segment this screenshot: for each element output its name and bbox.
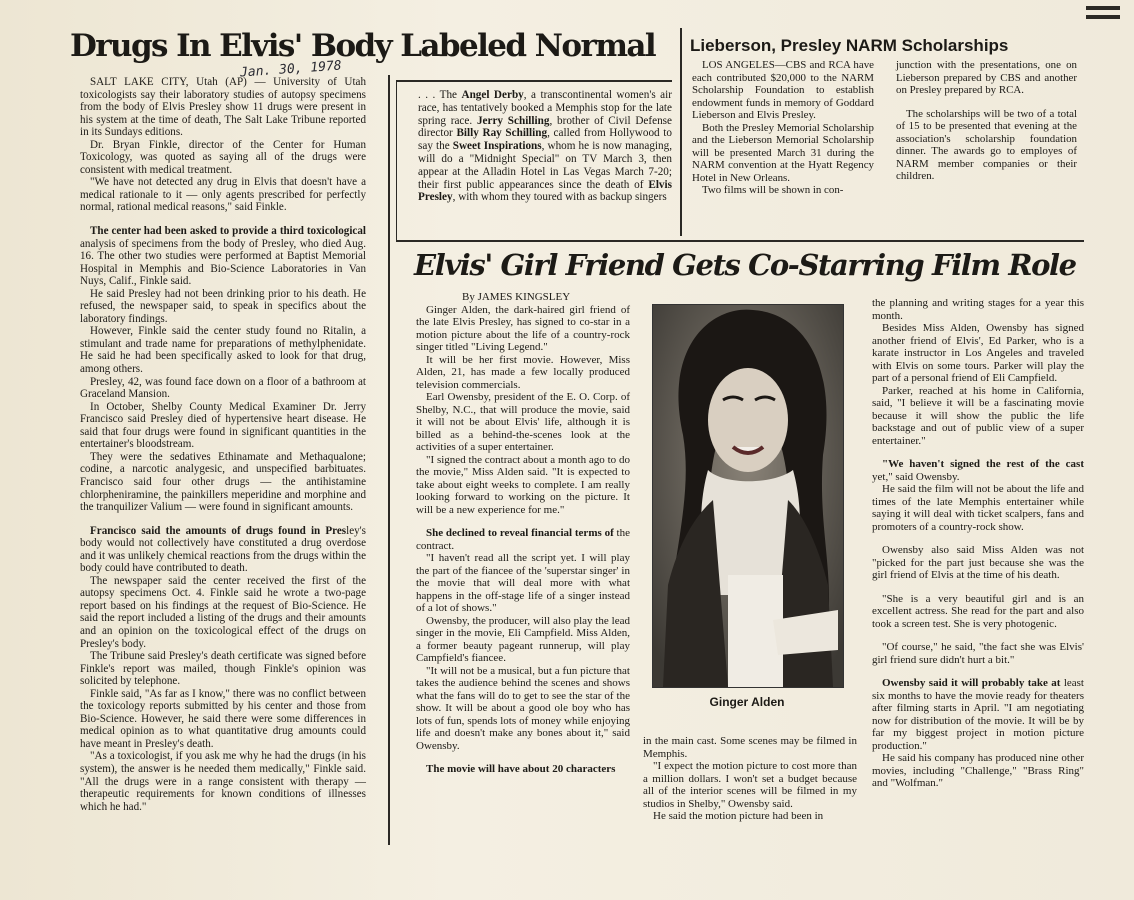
ginger-paragraph: He said his company has produced nine other movies, including "Challenge," "Brass Ring" and "Wolfman." bbox=[872, 752, 1084, 789]
drugs-paragraph: The newspaper said the center received the first of the autopsy specimens Oct. 4. Finkle said he wrote a two-page report based on his findings at the request of Bio-Science. He said the report included a listing of the drugs and their amounts and an opinion on the toxicological effect of the drugs on Presley's body. bbox=[80, 574, 366, 650]
drugs-paragraph bbox=[80, 525, 366, 575]
drugs-paragraph-rest: analysis of specimens from the body of Presley, who died Aug. 16. The other two studies were performed at Baptist Memorial Hospital in Memphis and Bio-Science Laboratories in Van Nuys, Calif., Finkle said. bbox=[80, 237, 366, 288]
brief-name: Billy Ray Schilling bbox=[456, 127, 548, 140]
narm-column-2 bbox=[896, 59, 1077, 183]
ginger-byline: By JAMES KINGSLEY bbox=[462, 291, 571, 303]
drugs-headline: Drugs In Elvis' Body Labeled Normal bbox=[70, 28, 656, 64]
brief-text: , a transcontinental women's air race, has tentatively booked a Memphis stop for the late spring race. bbox=[418, 89, 672, 127]
ginger-column-3 bbox=[872, 297, 1084, 790]
ginger-paragraph: He said the motion picture had been in bbox=[653, 810, 824, 822]
ginger-headline: Elvis' Girl Friend Gets Co-Starring Film Role bbox=[414, 248, 1076, 282]
ginger-paragraph: the planning and writing stages for a year this month. bbox=[872, 297, 1084, 322]
ginger-paragraph: Ginger Alden, the dark-haired girl friend of the late Elvis Presley, has signed to co-star in a motion picture about the life of a country-rock singer titled "Living Legend." bbox=[416, 303, 630, 353]
ginger-paragraph: Owensby also said Miss Alden was not "picked for the part just because she was the girl friend of Elvis at the time of his death. bbox=[872, 544, 1084, 581]
narm-paragraph: Both the Presley Memorial Scholarship and the Lieberson Memorial Scholarship will be presented March 31 during the NARM convention at the Hyatt Regency Hotel in New Orleans. bbox=[692, 121, 874, 184]
drugs-paragraph-lead: Francisco said the amounts of drugs found in Pres bbox=[90, 524, 347, 537]
ginger-paragraph-rest: the contract. bbox=[416, 527, 630, 552]
narm-headline: Lieberson, Presley NARM Scholarships bbox=[690, 36, 1009, 55]
ginger-paragraph: "I haven't read all the script yet. I will play the part of the fiancee of the 'superstar singer' in the movie that will deal more with what happens in the off-stage life of a singer instead of a lot of shows." bbox=[416, 552, 630, 614]
ginger-paragraph: It will be her first movie. However, Miss Alden, 21, has made a few locally produced television commercials. bbox=[416, 353, 630, 391]
ginger-column-1 bbox=[416, 291, 630, 776]
brief-name: Sweet Inspirations bbox=[452, 140, 542, 153]
brief-text: , with whom they toured with as backup singers bbox=[452, 191, 667, 204]
ginger-paragraph: "She is a very beautiful girl and is an excellent actress. She read for the part and also took a screen test. She is very photogenic. bbox=[872, 592, 1084, 630]
drugs-paragraph: "We have not detected any drug in Elvis that doesn't have a medical rationale to it — only agents prescribed for perfectly normal, rational medical reasons," said Finkle. bbox=[80, 176, 366, 214]
hamburger-menu-icon[interactable] bbox=[1086, 6, 1120, 24]
brief-paragraph bbox=[418, 89, 672, 204]
brief-lead: . . . The bbox=[418, 89, 462, 101]
narm-paragraph: junction with the presentations, one on Lieberson prepared by CBS and another on Presley prepared by RCA. bbox=[896, 59, 1077, 96]
ginger-paragraph: in the main cast. Some scenes may be filmed in Memphis. bbox=[643, 735, 857, 760]
drugs-paragraph: The Tribune said Presley's death certificate was signed before Finkle's report was mailed, though Finkle's opinion was solicited by telephone. bbox=[80, 650, 366, 688]
brief-text: , called from Hollywood to say the bbox=[418, 127, 672, 153]
handwritten-date: Jan. 30, 1978 bbox=[239, 58, 343, 81]
narm-paragraph: LOS ANGELES—CBS and RCA have each contributed $20,000 to the NARM Scholarship Foundation to establish endowment funds in memory of Goddard Lieberson and Elvis Presley. bbox=[692, 59, 874, 121]
brief-name: Elvis Presley bbox=[418, 178, 672, 204]
ginger-paragraph: "I expect the motion picture to cost more than a million dollars. I won't set a budget because all of the interior scenes will be filmed in my studios in Shelby," Owensby said. bbox=[643, 760, 857, 810]
ginger-paragraph-lead: The movie will have about 20 characters bbox=[426, 763, 616, 775]
brief-item-body bbox=[418, 89, 672, 204]
narm-paragraph: Two films will be shown in con- bbox=[702, 184, 844, 196]
brief-text: , whom he is now managing, will do a "Midnight Special" on TV March 3, then appear at the Alladin Hotel in Las Vegas March 7-20; their first public appearances since the death of bbox=[418, 140, 673, 191]
section-divider-horizontal bbox=[396, 240, 1084, 242]
ginger-paragraph: He said the film will not be about the life and times of the late Memphis entertainer while saying it will deal with ticket scalpers, fans and promoters of a country-rock show. bbox=[872, 483, 1084, 533]
column-divider-left bbox=[388, 75, 390, 845]
narm-column-1 bbox=[692, 59, 874, 197]
narm-paragraph: The scholarships will be two of a total of 15 to be presented that evening at the association's scholarship foundation dinner. The awards go to employes of NARM member companies or their children. bbox=[896, 107, 1077, 182]
drugs-paragraph: Dr. Bryan Finkle, director of the Center for Human Toxicology, was quoted as saying all of the drugs were consistent with medical treatment. bbox=[80, 138, 366, 176]
drugs-paragraph: Finkle said, "As far as I know," there was no conflict between the toxicology reports submitted by his center and those from Bio-Science. However, he said there were some differences in medical opinion as to what quantitative drug amounts could have meant in Presley's death. bbox=[80, 687, 366, 750]
drugs-paragraph-lead: The center had been asked to provide a third toxicological bbox=[90, 225, 366, 238]
drugs-paragraph: In October, Shelby County Medical Examiner Dr. Jerry Francisco said Presley died of hypertensive heart disease. He said that four drugs were found in significant quantities in the entertainer's bloodstream. bbox=[80, 400, 366, 451]
brief-text: , brother of Civil Defense director bbox=[418, 114, 672, 140]
ginger-paragraph bbox=[872, 677, 1084, 752]
ginger-paragraph bbox=[416, 527, 630, 552]
drugs-paragraph: They were the sedatives Ethinamate and Methaqualone; codine, a narcotic analygesic, and unspecified barbituates. Francisco said four other drugs — the antihistamine chlorpheniramine, the painkillers meperidine and morphine and the tranquilizer Valium — were found in significant amounts. bbox=[80, 450, 366, 514]
drugs-paragraph-rest: ley's body would not collectively have constituted a drug overdose and it was unlikely chemical reactions from the drugs within the body could have contributed to death. bbox=[80, 524, 366, 575]
ginger-paragraph bbox=[872, 458, 1084, 483]
drugs-paragraph: Presley, 42, was found face down on a floor of a bathroom at Graceland Mansion. bbox=[80, 375, 366, 401]
ginger-paragraph: Owensby, the producer, will also play the lead singer in the movie, Eli Campfield. Miss Alden, a former beauty pageant runnerup, will play Campfield's fiancee. bbox=[416, 614, 630, 664]
ginger-paragraph-lead: She declined to reveal financial terms of bbox=[426, 527, 614, 539]
drugs-paragraph bbox=[80, 225, 366, 288]
ginger-paragraph: "It will not be a musical, but a fun picture that takes the audience behind the scenes and shows what the fans will do to get to see the star of the show. It will be about a good ole boy who has lots of fun, spends lots of money while enjoying life and doesn't make any bones about it," said Owensby. bbox=[416, 664, 630, 752]
brief-box-top-rule bbox=[396, 80, 672, 82]
drugs-paragraph: He said Presley had not been drinking prior to his death. He refused, the newspaper said, to speak in specifics about the laboratory findings. bbox=[80, 287, 366, 325]
brief-name: Jerry Schilling bbox=[476, 114, 550, 127]
ginger-paragraph: Besides Miss Alden, Owensby has signed another friend of Elvis', Ed Parker, who is a karate instructor in Los Angeles and traveled with Elvis on some tours. Parker will play the part of a personal friend of Eli Campfield. bbox=[872, 322, 1084, 384]
brief-name: Angel Derby bbox=[461, 89, 524, 101]
brief-box-left-rule bbox=[396, 80, 397, 240]
ginger-column-2 bbox=[643, 735, 857, 823]
ginger-paragraph bbox=[416, 763, 630, 776]
ginger-alden-photo bbox=[652, 304, 844, 688]
drugs-paragraph: However, Finkle said the center study found no Ritalin, a stimulant and trade name for preparations of methylphenidate. He said he had been specifically asked to look for that drug, among others. bbox=[80, 325, 366, 376]
column-divider-top-right bbox=[680, 28, 682, 236]
drugs-paragraph: "As a toxicologist, if you ask me why he had the drugs (in his system), the answer is he needed them medically," Finkle said. "All the drugs were in a range consistent with therapy — therapeutic requirements for known conditions of illnesses which he had." bbox=[80, 750, 366, 813]
ginger-paragraph: "I signed the contract about a month ago to do the movie," Miss Alden said. "It is expected to take about eight weeks to complete. I am really looking forward to working on the picture. It will be a new experience for me." bbox=[416, 453, 630, 516]
ginger-paragraph-lead: "We haven't signed the rest of the cast bbox=[882, 458, 1084, 470]
portrait-image bbox=[653, 305, 843, 687]
drugs-paragraph: SALT LAKE CITY, Utah (AP) — University of Utah toxicologists say their laboratory studies of autopsy specimens from the body of Elvis Presley show 11 drugs were present in his system at the time of death, The Salt Lake Tribune reported in its Sundays editions. bbox=[80, 76, 366, 139]
ginger-paragraph: Earl Owensby, president of the E. O. Corp. of Shelby, N.C., that will produce the movie, said it will not be about Elvis' life, although it is billed as a behind-the-scenes look at the activities of a super entertainer. bbox=[416, 391, 630, 453]
ginger-paragraph-rest: least six months to have the movie ready for theaters after filming starts in April. "I am negotiating now for distribution of the movie. It will be by far my biggest project in motion picture production." bbox=[872, 677, 1084, 752]
ginger-paragraph: Parker, reached at his home in California, said, "I believe it will be a fascinating movie because it will show the public the life backstage and out of public view of a super entertainer." bbox=[872, 384, 1084, 447]
ginger-paragraph-rest: yet," said Owensby. bbox=[872, 470, 960, 483]
ginger-paragraph-lead: Owensby said it will probably take at bbox=[882, 677, 1061, 689]
ginger-paragraph: "Of course," he said, "the fact she was Elvis' girl friend sure didn't hurt a bit." bbox=[872, 641, 1084, 666]
photo-caption: Ginger Alden bbox=[709, 695, 785, 709]
drugs-article-body bbox=[80, 76, 366, 813]
